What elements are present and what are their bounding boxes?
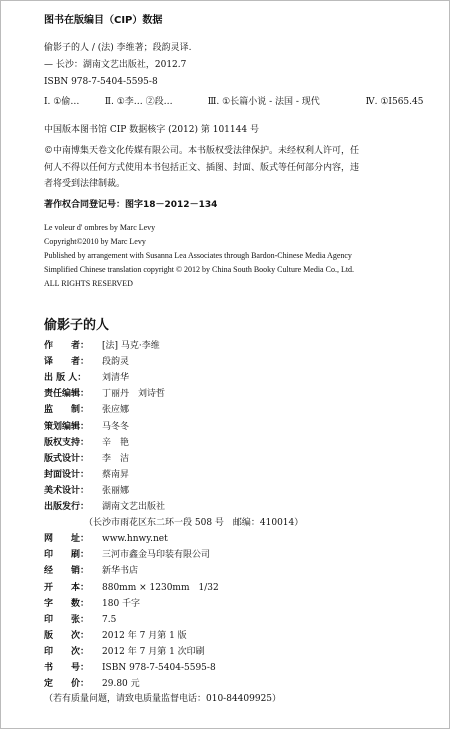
credit-row: [44, 485, 129, 497]
credit-row: [44, 517, 303, 529]
credit-label: 印 次：: [44, 646, 90, 657]
credit-row: [44, 437, 129, 449]
credit-value: 李 洁: [102, 453, 130, 464]
credit-row: [44, 404, 129, 416]
cip-heading: 图书在版编目（CIP）数据: [44, 15, 163, 26]
class-3: Ⅲ. ①长篇小说 - 法国 - 现代: [207, 97, 320, 107]
credit-label: 印 张：: [44, 614, 90, 625]
credit-row: [44, 388, 165, 400]
credit-label: 策划编辑：: [44, 421, 90, 432]
cip-classification: [44, 96, 424, 108]
credit-row: [44, 630, 187, 642]
credit-value: 2012 年 7 月第 1 次印刷: [102, 646, 205, 657]
credit-label: 印 刷：: [44, 550, 90, 561]
credit-label: 定 价：: [44, 679, 90, 690]
copyright-registration: 著作权合同登记号：图字18－2012－134: [44, 200, 218, 210]
credit-label: 封面设计：: [44, 469, 90, 480]
cip-isbn-line: ISBN 978-7-5404-5595-8: [44, 77, 158, 87]
credit-label: 版权支持：: [44, 437, 90, 448]
credit-value: 三河市鑫金马印装有限公司: [102, 550, 211, 561]
credit-row: [44, 549, 210, 561]
credit-value: 880mm × 1230mm 1/32: [102, 582, 219, 593]
credit-value: （长沙市雨花区东二环一段 508 号 邮编：410014）: [84, 518, 304, 529]
cip-title-line: 偷影子的人 / (法) 李维著；段韵灵译.: [44, 43, 192, 53]
credit-value: 新华书店: [102, 566, 139, 577]
credit-value: 辛 艳: [102, 437, 130, 448]
credit-row: [44, 469, 129, 481]
class-2: Ⅱ. ①李… ②段…: [104, 97, 173, 107]
credit-label: 监 制：: [44, 405, 90, 416]
credit-row: [44, 646, 205, 658]
credit-row: [44, 453, 129, 465]
quality-note: （若有质量问题，请致电质量监督电话：010-84409925）: [44, 694, 282, 704]
credit-label: 经 销：: [44, 566, 90, 577]
credit-label: 责任编辑：: [44, 389, 90, 400]
credit-row: [44, 678, 140, 690]
english-translation-copyright: Simplified Chinese translation copyright © 2012 by China South Booky Culture Media Co., Ltd.: [44, 265, 355, 274]
credit-row: [44, 356, 129, 368]
credit-row: [44, 598, 140, 610]
credit-value: 2012 年 7 月第 1 版: [102, 630, 187, 641]
english-original-title: Le voleur d' ombres by Marc Levy: [44, 223, 156, 232]
credit-row: [44, 421, 129, 433]
credit-label: 书 号：: [44, 663, 90, 673]
credit-value: 29.80 元: [102, 679, 140, 690]
english-rights-reserved: ALL RIGHTS RESERVED: [44, 279, 133, 288]
class-4: Ⅳ. ①I565.45: [365, 97, 424, 107]
book-title: 偷影子的人: [44, 318, 110, 333]
credit-value: 马冬冬: [102, 421, 130, 432]
credit-value: 180 千字: [102, 598, 141, 609]
credit-label: 版式设计：: [44, 453, 90, 464]
credit-value: 湖南文艺出版社: [102, 502, 166, 512]
credit-value: 刘清华: [102, 373, 130, 384]
class-1: Ⅰ. ①偷…: [44, 97, 80, 107]
credit-row: [44, 662, 216, 674]
credit-label: 译 者：: [44, 357, 90, 368]
credit-label: 网 址：: [44, 534, 90, 545]
credit-value: ISBN 978-7-5404-5595-8: [102, 663, 216, 673]
credit-label: 出 版 人：: [44, 373, 87, 384]
credit-row: [44, 501, 165, 513]
credit-value: [法] 马克·李维: [102, 341, 160, 351]
credit-value: 张应娜: [102, 405, 130, 416]
credit-row: [44, 533, 168, 545]
credit-value: 段韵灵: [102, 357, 130, 368]
credit-value: 7.5: [102, 614, 117, 625]
credit-label: 版 次：: [44, 630, 90, 641]
credit-row: [44, 372, 129, 384]
cip-number: 中国版本图书馆 CIP 数据核字 (2012) 第 101144 号: [44, 125, 259, 135]
credit-row: [44, 340, 160, 352]
english-copyright: Copyright©2010 by Marc Levy: [44, 237, 146, 246]
credit-label: 开 本：: [44, 582, 90, 593]
credit-label: 出版发行：: [44, 502, 90, 512]
credit-value: 丁丽丹 刘诗哲: [102, 389, 166, 400]
credit-row: [44, 614, 116, 626]
english-arrangement: Published by arrangement with Susanna Lea Associates through Bardon-Chinese Media Agency: [44, 251, 352, 260]
credit-label: 字 数：: [44, 598, 90, 609]
credit-value: www.hnwy.net: [102, 534, 168, 545]
credit-row: [44, 582, 219, 594]
copyright-notice-line2: 何人不得以任何方式使用本书包括正文、插图、封面、版式等任何部分内容，违: [44, 163, 360, 173]
cip-publisher-line: — 长沙：湖南文艺出版社，2012.7: [44, 60, 187, 70]
copyright-notice-line1: ©中南博集天卷文化传媒有限公司。本书版权受法律保护。未经权利人许可，任: [44, 146, 360, 156]
copyright-notice-line3: 者将受到法律制裁。: [44, 179, 126, 189]
credit-value: 蔡南昇: [102, 469, 130, 480]
credit-value: 张丽娜: [102, 485, 130, 496]
credit-label: 美术设计：: [44, 485, 90, 496]
credit-row: [44, 565, 138, 577]
credit-label: 作 者：: [44, 341, 90, 351]
